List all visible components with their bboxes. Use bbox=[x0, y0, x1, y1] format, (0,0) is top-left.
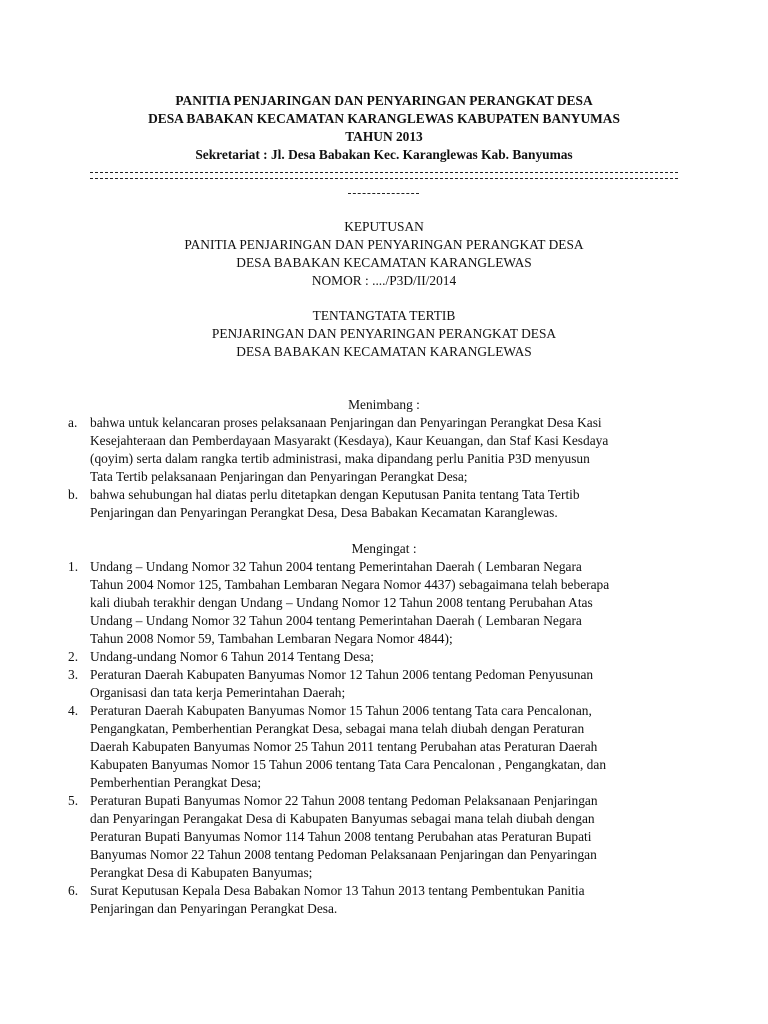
list-item-line: Penjaringan dan Penyaringan Perangkat Desa. bbox=[90, 901, 338, 916]
list-item-line: bahwa sehubungan hal diatas perlu ditetapkan dengan Keputusan Panita tentang Tata Tertib bbox=[90, 487, 580, 502]
list-item-line: kali diubah terakhir dengan Undang – Undang Nomor 12 Tahun 2008 tentang Perubahan Atas bbox=[90, 595, 593, 610]
list-item-line: Pemberhentian Perangkat Desa; bbox=[90, 775, 262, 790]
list-item bbox=[68, 792, 688, 882]
list-item bbox=[68, 558, 688, 648]
list-item-line: Pengangkatan, Pemberhentian Perangkat Desa, sebagai mana telah diubah dengan Peraturan bbox=[90, 721, 585, 736]
list-item-line: bahwa untuk kelancaran proses pelaksanaan Penjaringan dan Penyaringan Perangkat Desa Kasi bbox=[90, 415, 602, 430]
letterhead-divider-2 bbox=[90, 178, 678, 179]
decree-number: NOMOR : ..../P3D/II/2014 bbox=[311, 273, 457, 288]
mengingat-list bbox=[68, 558, 688, 918]
letterhead-line-3: TAHUN 2013 bbox=[345, 129, 423, 144]
decree-line-2: DESA BABAKAN KECAMATAN KARANGLEWAS bbox=[236, 255, 532, 270]
list-item-line: Undang-undang Nomor 6 Tahun 2014 Tentang Desa; bbox=[90, 649, 374, 664]
letterhead-divider bbox=[90, 172, 678, 173]
list-marker: 3. bbox=[68, 667, 79, 682]
list-item-line: Peraturan Daerah Kabupaten Banyumas Nomor 15 Tahun 2006 tentang Tata cara Pencalonan, bbox=[90, 703, 592, 718]
list-item-line: Banyumas Nomor 22 Tahun 2008 tentang Pedoman Pelaksanaan Penjaringan dan Penyaringan bbox=[90, 847, 597, 862]
decree-heading bbox=[0, 218, 768, 290]
decree-line-1: PANITIA PENJARINGAN DAN PENYARINGAN PERANGKAT DESA bbox=[184, 237, 584, 252]
subject-line-2: PENJARINGAN DAN PENYARINGAN PERANGKAT DESA bbox=[211, 326, 557, 341]
list-item-line: Undang – Undang Nomor 32 Tahun 2004 tentang Pemerintahan Daerah ( Lembaran Negara bbox=[90, 559, 582, 574]
list-item bbox=[68, 666, 688, 702]
list-marker: 1. bbox=[68, 559, 79, 574]
letterhead-secretariat: Sekretariat : Jl. Desa Babakan Kec. Karanglewas Kab. Banyumas bbox=[195, 147, 573, 162]
list-item-line: (qoyim) serta dalam rangka tertib administrasi, maka dipandang perlu Panitia P3D menyusun bbox=[90, 451, 590, 466]
menimbang-list bbox=[68, 414, 688, 522]
list-item-line: Perangkat Desa di Kabupaten Banyumas; bbox=[90, 865, 313, 880]
list-item bbox=[68, 882, 688, 918]
list-item-line: Organisasi dan tata kerja Pemerintahan Daerah; bbox=[90, 685, 346, 700]
list-item bbox=[68, 648, 688, 666]
letterhead bbox=[0, 92, 768, 164]
menimbang-title: Menimbang : bbox=[348, 397, 420, 412]
mengingat-title: Mengingat : bbox=[351, 541, 417, 556]
list-item-line: Peraturan Bupati Banyumas Nomor 22 Tahun 2008 tentang Pedoman Pelaksanaan Penjaringan bbox=[90, 793, 598, 808]
list-marker: 4. bbox=[68, 703, 79, 718]
list-item-line: Kesejahteraan dan Pemberdayaan Masyarakt (Kesdaya), Kaur Keuangan, dan Staf Kasi Kesdaya bbox=[90, 433, 609, 448]
list-item-line: Penjaringan dan Penyaringan Perangkat Desa, Desa Babakan Kecamatan Karanglewas. bbox=[90, 505, 558, 520]
subject-line-3: DESA BABAKAN KECAMATAN KARANGLEWAS bbox=[236, 344, 532, 359]
list-marker: b. bbox=[68, 487, 79, 502]
letterhead-divider-tail bbox=[348, 193, 419, 194]
list-item-line: Surat Keputusan Kepala Desa Babakan Nomor 13 Tahun 2013 tentang Pembentukan Panitia bbox=[90, 883, 585, 898]
list-item-line: Daerah Kabupaten Banyumas Nomor 25 Tahun 2011 tentang Perubahan atas Peraturan Daerah bbox=[90, 739, 598, 754]
list-marker: 5. bbox=[68, 793, 79, 808]
list-marker: 6. bbox=[68, 883, 79, 898]
list-item bbox=[68, 702, 688, 792]
list-item bbox=[68, 414, 688, 486]
list-item-line: Peraturan Daerah Kabupaten Banyumas Nomor 12 Tahun 2006 tentang Pedoman Penyusunan bbox=[90, 667, 594, 682]
list-marker: 2. bbox=[68, 649, 79, 664]
subject-line-1: TENTANGTATA TERTIB bbox=[312, 308, 456, 323]
letterhead-line-1: PANITIA PENJARINGAN DAN PENYARINGAN PERANGKAT DESA bbox=[175, 93, 593, 108]
list-item-line: Peraturan Bupati Banyumas Nomor 114 Tahun 2008 tentang Perubahan atas Peraturan Bupati bbox=[90, 829, 592, 844]
decree-title: KEPUTUSAN bbox=[344, 219, 424, 234]
list-item bbox=[68, 486, 688, 522]
decree-subject bbox=[0, 307, 768, 361]
letterhead-line-2: DESA BABAKAN KECAMATAN KARANGLEWAS KABUPATEN BANYUMAS bbox=[148, 111, 620, 126]
list-item-line: Kabupaten Banyumas Nomor 15 Tahun 2006 tentang Tata Cara Pencalonan , Pengangkatan, dan bbox=[90, 757, 607, 772]
list-item-line: dan Penyaringan Perangakat Desa di Kabupaten Banyumas sebagai mana telah diubah dengan bbox=[90, 811, 595, 826]
list-item-line: Tahun 2008 Nomor 59, Tambahan Lembaran Negara Nomor 4844); bbox=[90, 631, 453, 646]
list-item-line: Tata Tertib pelaksanaan Penjaringan dan Penyaringan Perangkat Desa; bbox=[90, 469, 468, 484]
list-marker: a. bbox=[68, 415, 78, 430]
list-item-line: Undang – Undang Nomor 32 Tahun 2004 tentang Pemerintahan Daerah ( Lembaran Negara bbox=[90, 613, 582, 628]
list-item-line: Tahun 2004 Nomor 125, Tambahan Lembaran Negara Nomor 4437) sebagaimana telah beberapa bbox=[90, 577, 610, 592]
